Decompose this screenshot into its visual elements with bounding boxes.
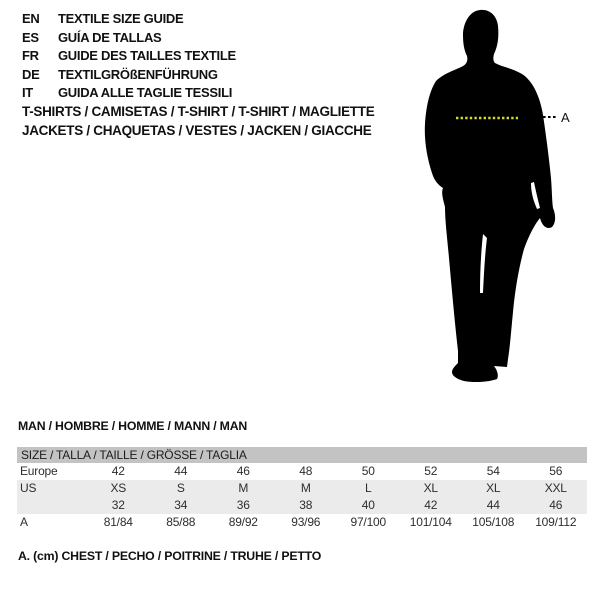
cell: 56 (549, 464, 563, 478)
language-code: ES (22, 29, 39, 45)
cell: 50 (361, 464, 375, 478)
cell: 34 (174, 498, 188, 512)
cell: 38 (299, 498, 313, 512)
cell: 44 (486, 498, 500, 512)
cell: 81/84 (103, 515, 133, 529)
cell: 93/96 (291, 515, 321, 529)
language-code: FR (22, 48, 39, 64)
cell: 54 (486, 464, 500, 478)
cell: S (176, 481, 185, 495)
cell: 48 (299, 464, 313, 478)
cell: M (238, 481, 249, 495)
guide-title: TEXTILGRÖßENFÜHRUNG (58, 66, 218, 82)
language-list (22, 10, 236, 103)
language-row (22, 66, 236, 85)
cell: 109/112 (535, 515, 577, 529)
table-row-europe (17, 463, 587, 480)
cell: XL (486, 481, 501, 495)
language-code: IT (22, 85, 33, 101)
cell: XS (110, 481, 127, 495)
table-row-chest-a (17, 514, 587, 531)
language-row (22, 29, 236, 48)
cell: 85/88 (166, 515, 196, 529)
cell: 40 (361, 498, 375, 512)
guide-title: TEXTILE SIZE GUIDE (58, 11, 184, 26)
size-table (17, 447, 587, 531)
cell: 52 (424, 464, 438, 478)
language-row (22, 84, 236, 103)
table-row-numeric (17, 497, 587, 514)
cell: 105/108 (472, 515, 515, 529)
cell: 46 (549, 498, 563, 512)
language-row (22, 10, 236, 29)
cell: 44 (174, 464, 188, 478)
cell: 42 (424, 498, 438, 512)
section-title-man: MAN / HOMBRE / HOMME / MANN / MAN (18, 419, 248, 433)
row-label (17, 497, 87, 514)
cell: 32 (111, 498, 125, 512)
cell: XL (423, 481, 438, 495)
guide-title: GUÍA DE TALLAS (58, 29, 162, 45)
table-row-us (17, 480, 587, 497)
language-code: DE (22, 66, 40, 82)
garment-categories (22, 103, 374, 140)
language-row (22, 47, 236, 66)
category-jackets: JACKETS / CHAQUETAS / VESTES / JACKEN / GIACCHE (22, 122, 372, 138)
cell: 101/104 (409, 515, 452, 529)
row-label: A (20, 515, 28, 529)
guide-title: GUIDE DES TAILLES TEXTILE (58, 48, 236, 64)
cell: 42 (111, 464, 125, 478)
cell: 36 (236, 498, 250, 512)
measure-label-a: A (561, 110, 570, 125)
row-label: Europe (20, 464, 58, 478)
measurement-footnote: A. (cm) CHEST / PECHO / POITRINE / TRUHE / PETTO (18, 549, 322, 563)
cell: M (300, 481, 311, 495)
category-tshirts: T-SHIRTS / CAMISETAS / T-SHIRT / T-SHIRT / MAGLIETTE (22, 104, 375, 119)
man-silhouette-figure (400, 0, 600, 420)
size-table-header: SIZE / TALLA / TAILLE / GRÖSSE / TAGLIA (17, 447, 587, 463)
cell: 46 (236, 464, 250, 478)
language-code: EN (22, 11, 40, 26)
row-label: US (20, 481, 37, 495)
guide-title: GUIDA ALLE TAGLIE TESSILI (58, 85, 233, 101)
cell: XXL (544, 481, 567, 495)
cell: 97/100 (350, 515, 386, 529)
cell: L (365, 481, 372, 495)
cell: 89/92 (228, 515, 258, 529)
